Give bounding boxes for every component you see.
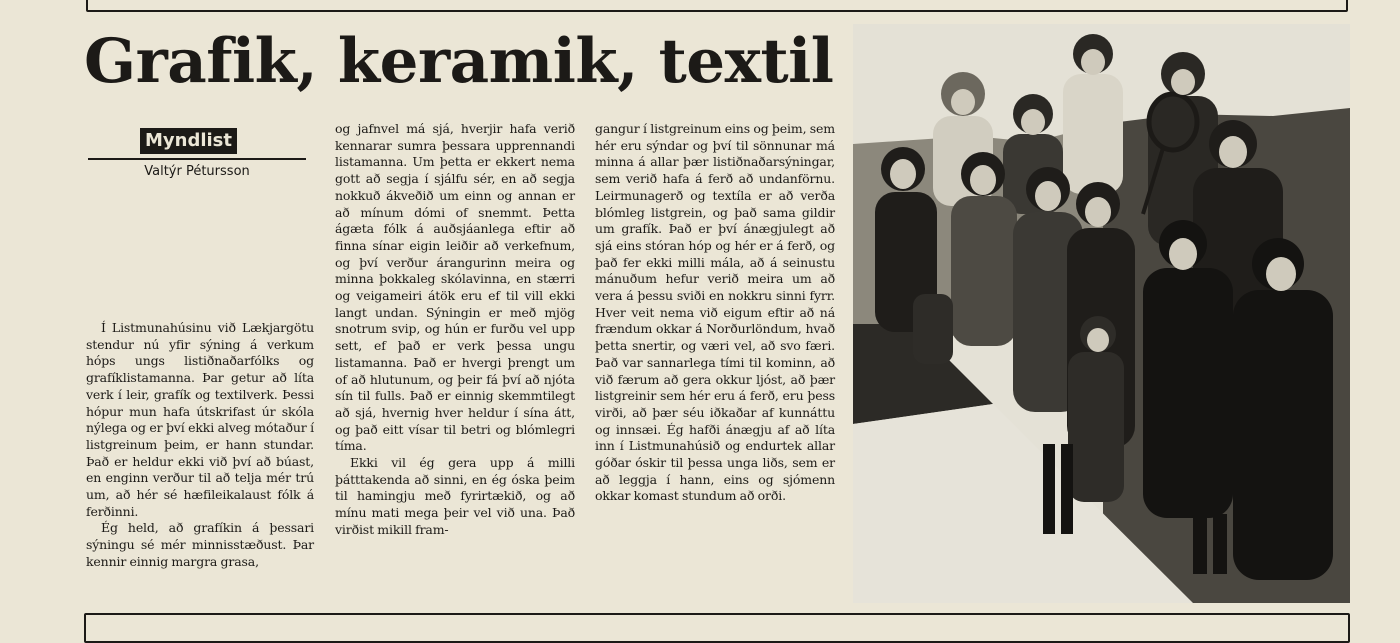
paragraph: Ekki vil ég gera upp á milli þátttakenda að sinni, en ég óska þeim til hamingju með fyrirtækið, og að mínu mati mega þeir vel við una. Það virðist mikill fram- [335,455,575,537]
group-photo-illustration [853,24,1350,603]
paragraph: Í Listmunahúsinu við Lækjargötu stendur nú yfir sýning á verkum hóps ungs listiðnaðarfólks og grafíklistamanna. Þar getur að líta verk í leir, grafík og textilverk. Þessi hópur mun hafa útskrifast úr skóla nýlega og er því ekki alveg mótaður í listgreinum þeim, er hann stundar. Það er heldur ekki við því að búast, en enginn verður til að telja mér trú um, að hér sé hæfileikalaust fólk á ferðinni. [86,320,314,519]
article-column-1 [86,320,314,571]
author-byline: Valtýr Pétursson [144,164,250,179]
byline-divider [88,158,306,160]
section-label-badge: Myndlist [140,128,237,154]
group-photo [853,24,1350,603]
top-frame-border [86,0,1348,12]
article-headline: Grafik, keramik, textil [84,26,834,97]
paragraph: gangur í listgreinum eins og þeim, sem hér eru sýndar og því til sönnunar má minna á allar þær listiðnaðarsýningar, sem verið hafa á ferð að undanförnu. Leirmunagerð og textíla er að verða blómleg listgrein, og það sama gildir um grafík. Það er því ánægjulegt að sjá eins stóran hóp og hér er á ferð, og það fer ekki milli mála, að á seinustu mánuðum hefur verið meira um að vera á þessu sviði en nokkru sinni fyrr. Hver veit nema við eigum eftir að ná frændum okkar á Norðurlöndum, hvað þetta snertir, og væri vel, að svo færi. Það var sannarlega tími til kominn, að við færum að gera okkur ljóst, að þær listgreinir sem hér eru á ferð, eru þess virði, að þær séu iðkaðar af kunnáttu og innsæi. Ég hafði ánægju af að líta inn í Listmunahúsið og endurtek allar góðar óskir til þessa unga liðs, sem er að leggja í hann, eins og sjómenn okkar komast stundum að orði. [595,121,835,504]
bottom-frame-border [84,613,1350,643]
article-column-3 [595,121,835,505]
article-column-2 [335,121,575,539]
paragraph: Ég held, að grafíkin á þessari sýningu sé mér minnisstæðust. Þar kennir einnig margra grasa, [86,520,314,569]
paragraph: og jafnvel má sjá, hverjir hafa verið kennarar sumra þessara upprennandi listamanna. Um þetta er ekkert nema gott að segja í sjálfu sér, en að segja nokkuð ákveðið um einn og annan er að mínum dómi of snemmt. Þetta ágæta fólk á auðsjáanlega eftir að finna sínar eigin leiðir að verkefnum, og því verður árangurinn meira og minna þokkaleg skólavinna, en stærri og veigameiri átök eru ef til vill ekki langt undan. Sýningin er með mjög snotrum svip, og hún er furðu vel upp sett, ef það er verk þessa ungu listamanna. Það er hvergi þrengt um of að hlutunum, og þeir fá því að njóta sín til fulls. Það er einnig skemmtilegt að sjá, hvernig hver heldur í sína átt, og það eitt vísar til betri og blómlegri tíma. [335,121,575,454]
